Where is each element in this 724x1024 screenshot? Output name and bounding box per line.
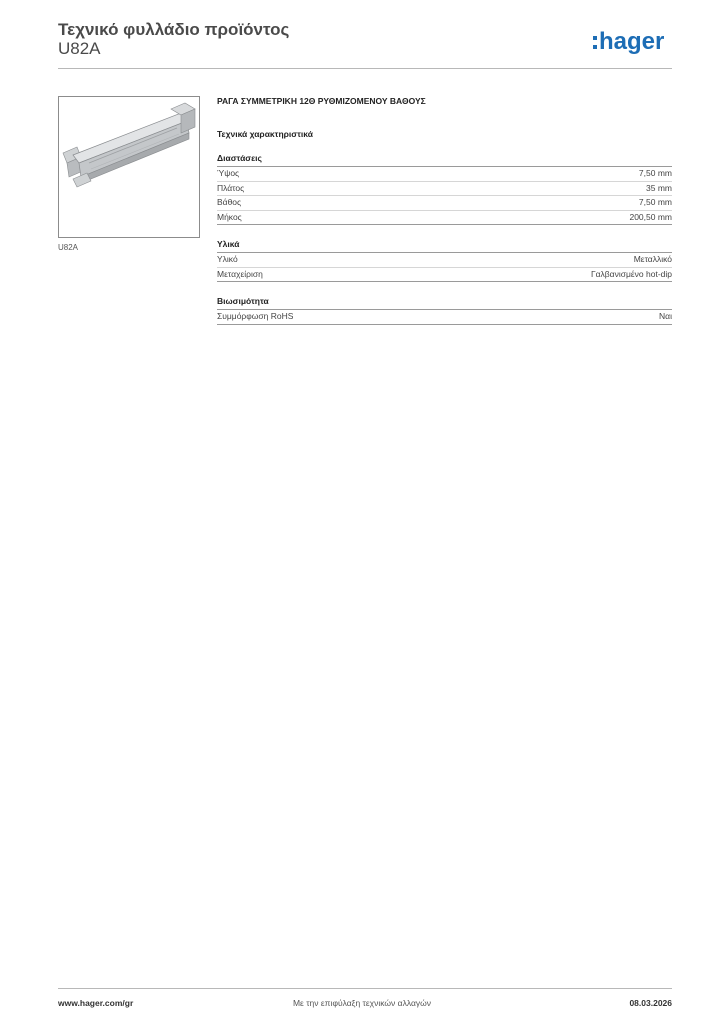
din-rail-product-photo	[59, 97, 199, 237]
product-details	[217, 96, 672, 325]
spec-row	[217, 268, 672, 283]
spec-row	[217, 182, 672, 197]
hager-logo	[593, 27, 673, 57]
group-dimensions	[217, 153, 672, 225]
spec-row	[217, 253, 672, 268]
document-title: Τεχνικό φυλλάδιο προϊόντος	[58, 20, 290, 39]
spec-label: Βάθος	[217, 197, 242, 207]
group-title: Βιωσιμότητα	[217, 296, 672, 310]
spec-row	[217, 310, 672, 325]
group-materials	[217, 239, 672, 282]
spec-label: Πλάτος	[217, 182, 245, 193]
spec-label: Συμμόρφωση RoHS	[217, 311, 294, 321]
spec-label: Ύψος	[217, 168, 240, 178]
logo-text: hager	[599, 28, 665, 55]
group-title: Διαστάσεις	[217, 153, 672, 167]
spec-value: Ναι	[659, 311, 672, 321]
group-title: Υλικά	[217, 239, 672, 253]
spec-row	[217, 211, 672, 226]
spec-value: Γαλβανισμένο hot-dip	[590, 268, 672, 279]
spec-value: 35 mm	[646, 182, 672, 193]
header-divider	[58, 68, 672, 69]
spec-row	[217, 167, 672, 182]
spec-value: Μεταλλικό	[633, 254, 672, 264]
spec-value: 7,50 mm	[638, 168, 672, 178]
section-heading: Τεχνικά χαρακτηριστικά	[217, 129, 313, 139]
footer-website-link[interactable]: www.hager.com/gr	[58, 998, 134, 1008]
product-code: U82A	[58, 39, 101, 58]
spec-label: Υλικό	[217, 254, 238, 264]
product-name: ΡΑΓΑ ΣΥΜΜΕΤΡΙΚΗ 12Θ ΡΥΘΜΙΖΟΜΕΝΟΥ ΒΑΘΟΥΣ	[217, 96, 426, 106]
spec-label: Μήκος	[217, 211, 242, 222]
spec-value: 7,50 mm	[638, 197, 672, 207]
group-sustainability	[217, 296, 672, 325]
product-image	[58, 96, 200, 238]
footer-notice: Με την επιφύλαξη τεχνικών αλλαγών	[292, 998, 432, 1008]
footer-divider	[58, 988, 672, 989]
spec-label: Μεταχείριση	[217, 268, 263, 279]
footer-date: 08.03.2026	[629, 998, 672, 1008]
spec-row	[217, 196, 672, 211]
image-caption: U82A	[58, 243, 79, 252]
spec-value: 200,50 mm	[629, 211, 672, 222]
